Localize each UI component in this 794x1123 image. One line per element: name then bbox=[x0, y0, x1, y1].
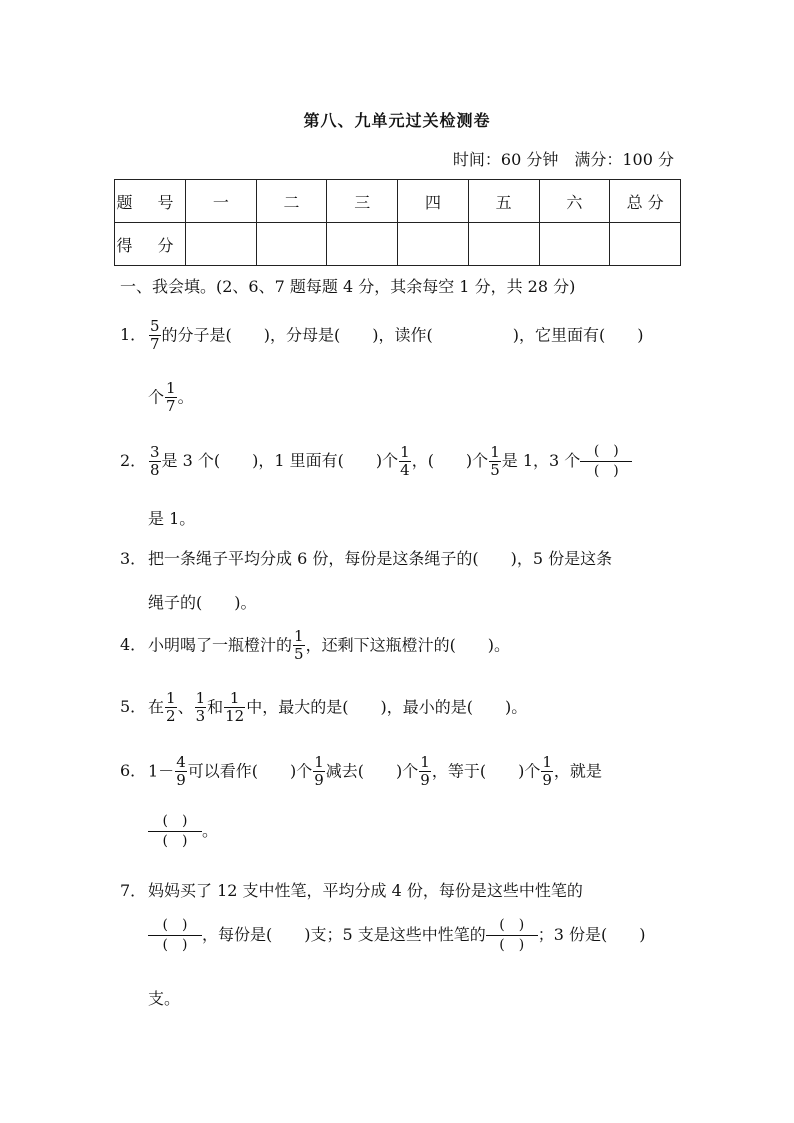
fraction-numerator: 1 bbox=[166, 689, 176, 707]
question-text: 小明喝了一瓶橙汁的 bbox=[148, 635, 293, 655]
fraction bbox=[541, 754, 553, 790]
score-input-cell[interactable] bbox=[398, 223, 469, 266]
question-1-line-2 bbox=[148, 380, 194, 416]
fraction-denominator: 2 bbox=[166, 707, 176, 726]
fraction-denominator: 5 bbox=[490, 460, 500, 479]
question-text: 。 bbox=[177, 387, 194, 407]
score-table-cell: 总 分 bbox=[610, 180, 681, 223]
fraction-numerator: 1 bbox=[490, 442, 500, 461]
fraction-numerator: 3 bbox=[150, 442, 160, 461]
score-table-header-row bbox=[115, 180, 681, 223]
question-text: 中，最大的是( )，最小的是( )。 bbox=[246, 697, 528, 717]
question-5 bbox=[120, 690, 527, 726]
exam-time-score: 时间：60 分钟 满分：100 分 bbox=[452, 150, 674, 169]
score-table-score-row bbox=[115, 223, 681, 266]
score-table-cell: 三 bbox=[327, 180, 398, 223]
fraction bbox=[165, 690, 177, 726]
blank-numerator[interactable]: ( ) bbox=[148, 812, 202, 832]
answer-fraction-blank[interactable] bbox=[148, 916, 202, 955]
fraction-numerator: 1 bbox=[420, 753, 430, 771]
question-3-line-1 bbox=[120, 546, 612, 569]
score-input-cell[interactable] bbox=[539, 223, 610, 266]
question-text: ，( )个 bbox=[411, 450, 489, 470]
fraction-numerator: 1 bbox=[400, 442, 410, 461]
question-6-line-2 bbox=[148, 812, 218, 851]
question-text: 。 bbox=[202, 820, 219, 840]
question-text: 、 bbox=[177, 697, 194, 717]
fraction-numerator: 1 bbox=[542, 753, 552, 771]
blank-denominator[interactable]: ( ) bbox=[593, 462, 619, 479]
fraction-denominator: 7 bbox=[166, 397, 176, 416]
fraction bbox=[489, 444, 501, 480]
question-text: 个 bbox=[148, 387, 165, 407]
fraction-denominator: 7 bbox=[150, 335, 160, 354]
fraction-denominator: 9 bbox=[176, 771, 186, 790]
score-row-label: 得 分 bbox=[115, 223, 186, 266]
score-table-cell: 二 bbox=[256, 180, 327, 223]
fraction bbox=[399, 444, 411, 480]
score-input-cell[interactable] bbox=[256, 223, 327, 266]
question-text: 1－ bbox=[148, 761, 175, 781]
blank-numerator[interactable]: ( ) bbox=[580, 442, 632, 462]
question-number: 3． bbox=[120, 549, 147, 568]
fraction-numerator: 1 bbox=[166, 379, 176, 397]
question-text: ；3 份是( ) bbox=[537, 924, 646, 944]
fraction-denominator: 12 bbox=[225, 707, 245, 726]
answer-fraction-blank[interactable] bbox=[486, 916, 538, 955]
fraction bbox=[165, 380, 177, 416]
question-text: 减去( )个 bbox=[325, 761, 419, 781]
question-4 bbox=[120, 628, 510, 664]
fraction-numerator: 5 bbox=[150, 317, 160, 335]
question-text: 是 1，3 个 bbox=[501, 450, 581, 470]
question-text: 的分子是( )，分母是( )，读作( )，它里面有( ) bbox=[161, 325, 644, 345]
fraction bbox=[149, 444, 161, 480]
question-text: ，每份是( )支；5 支是这些中性笔的 bbox=[202, 924, 486, 944]
question-number: 4． bbox=[120, 635, 147, 655]
question-text: 把一条绳子平均分成 6 份，每份是这条绳子的( )，5 份是这条 bbox=[148, 549, 613, 568]
question-text: 是 3 个( )，1 里面有( )个 bbox=[161, 450, 399, 470]
score-input-cell[interactable] bbox=[610, 223, 681, 266]
question-number: 2． bbox=[120, 450, 147, 470]
question-number: 1． bbox=[120, 325, 147, 345]
question-text: ，等于( )个 bbox=[431, 761, 541, 781]
fraction-numerator: 1 bbox=[314, 753, 324, 771]
fraction-denominator: 9 bbox=[420, 771, 430, 790]
question-text: 是 1。 bbox=[148, 509, 196, 528]
blank-numerator[interactable]: ( ) bbox=[486, 916, 538, 936]
fraction-numerator: 1 bbox=[224, 690, 245, 708]
fraction-denominator: 9 bbox=[314, 771, 324, 790]
question-text: ，还剩下这瓶橙汁的( )。 bbox=[305, 635, 511, 655]
question-text: 可以看作( )个 bbox=[187, 761, 313, 781]
question-7-line-1 bbox=[120, 878, 583, 901]
question-1-line-1 bbox=[120, 318, 644, 354]
blank-denominator[interactable]: ( ) bbox=[162, 936, 188, 953]
question-number: 6． bbox=[120, 761, 147, 781]
question-text: 绳子的( )。 bbox=[148, 593, 257, 612]
fraction bbox=[224, 690, 245, 726]
fraction bbox=[195, 690, 207, 726]
question-number: 7． bbox=[120, 881, 147, 900]
answer-fraction-blank[interactable] bbox=[148, 812, 202, 851]
fraction-numerator: 4 bbox=[176, 753, 186, 771]
fraction-denominator: 3 bbox=[195, 707, 206, 726]
section-heading: 一、我会填。(2、6、7 题每题 4 分，其余每空 1 分，共 28 分) bbox=[120, 277, 576, 296]
question-text: 支。 bbox=[148, 989, 181, 1008]
fraction-denominator: 9 bbox=[542, 771, 552, 790]
fraction-denominator: 4 bbox=[400, 460, 410, 479]
score-table-cell: 题 号 bbox=[115, 180, 186, 223]
score-table-cell: 一 bbox=[186, 180, 257, 223]
fraction-numerator: 1 bbox=[195, 689, 206, 707]
fraction-denominator: 5 bbox=[294, 645, 304, 664]
fraction bbox=[175, 754, 187, 790]
answer-fraction-blank[interactable] bbox=[580, 442, 632, 481]
score-table bbox=[114, 179, 681, 266]
score-table-cell: 四 bbox=[398, 180, 469, 223]
score-input-cell[interactable] bbox=[327, 223, 398, 266]
score-table-cell: 五 bbox=[468, 180, 539, 223]
question-text: 妈妈买了 12 支中性笔，平均分成 4 份，每份是这些中性笔的 bbox=[148, 881, 583, 900]
fraction bbox=[149, 318, 161, 354]
blank-denominator[interactable]: ( ) bbox=[499, 936, 525, 953]
fraction bbox=[419, 754, 431, 790]
fraction bbox=[293, 628, 305, 664]
question-7-line-2 bbox=[148, 916, 646, 955]
question-text: ，就是 bbox=[553, 761, 602, 781]
question-2-line-1 bbox=[120, 442, 632, 481]
score-input-cell[interactable] bbox=[468, 223, 539, 266]
question-3-line-2 bbox=[148, 590, 257, 613]
blank-numerator[interactable]: ( ) bbox=[148, 916, 202, 936]
score-input-cell[interactable] bbox=[186, 223, 257, 266]
blank-denominator[interactable]: ( ) bbox=[162, 832, 188, 849]
score-table-cell: 六 bbox=[539, 180, 610, 223]
question-7-line-3 bbox=[148, 986, 180, 1009]
exam-title: 第八、九单元过关检测卷 bbox=[303, 111, 491, 130]
fraction bbox=[313, 754, 325, 790]
question-text: 和 bbox=[207, 697, 224, 717]
question-text: 在 bbox=[148, 697, 165, 717]
fraction-denominator: 8 bbox=[150, 460, 160, 479]
question-number: 5． bbox=[120, 697, 147, 717]
question-6-line-1 bbox=[120, 754, 602, 790]
fraction-numerator: 1 bbox=[294, 627, 304, 645]
question-2-line-2 bbox=[148, 506, 195, 529]
